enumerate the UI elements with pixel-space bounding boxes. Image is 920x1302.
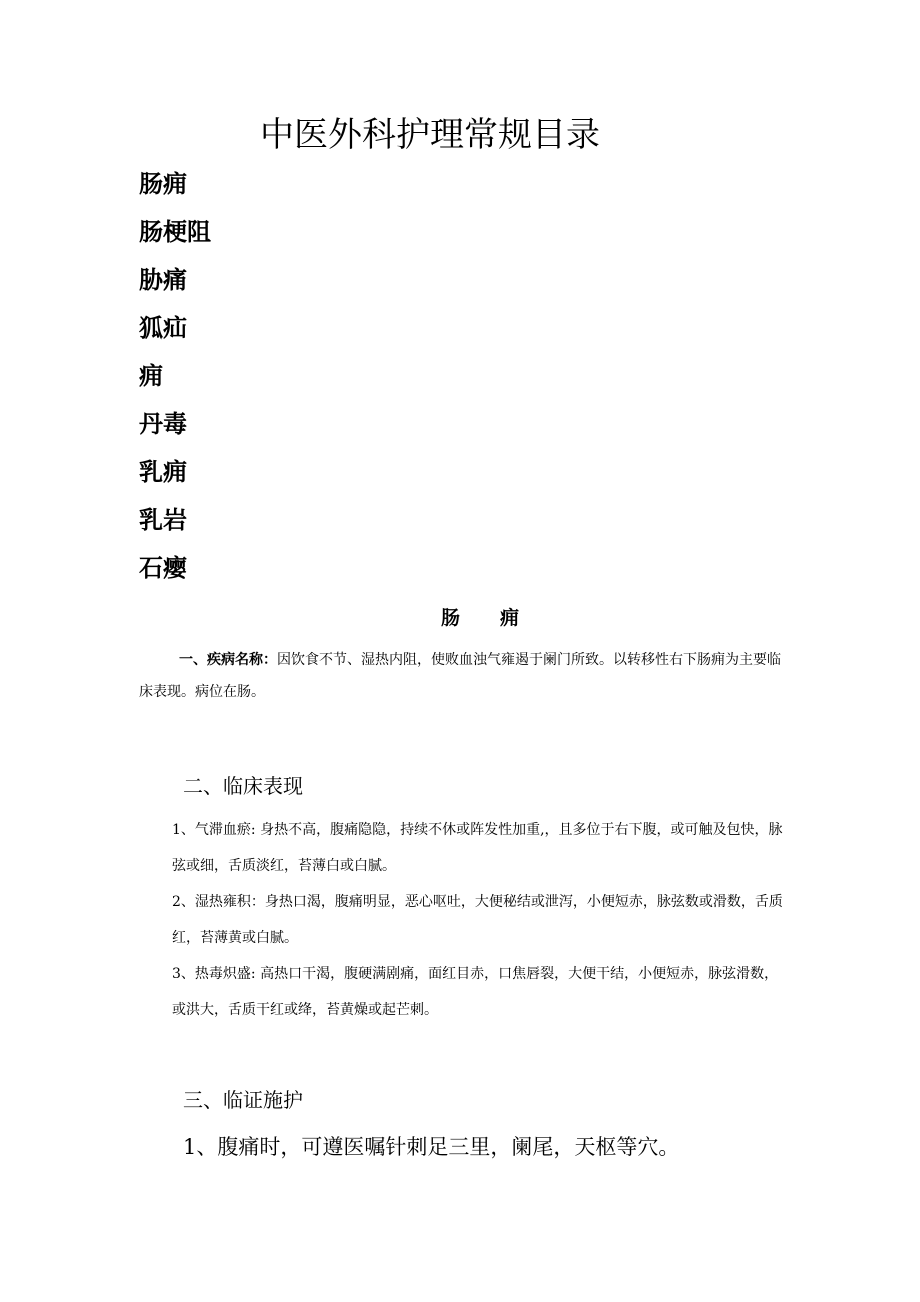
- toc-item: 痈: [139, 362, 163, 390]
- definition-text: 因饮食不节、湿热内阻，使败血浊气雍遏于阑门所致。以转移性右下肠痈为主要临床表现。病位在肠。: [139, 652, 781, 700]
- clinical-item: 3、热毒炽盛: 高热口干渴，腹硬满剧痛，面红目赤，口焦唇裂，大便干结，小便短赤，脉弦滑数，或洪大，舌质干红或绛，苔黄燥或起芒刺。: [172, 966, 779, 1018]
- toc-item: 肠梗阻: [139, 218, 211, 246]
- document-title: 中医外科护理常规目录: [260, 115, 600, 155]
- table-of-contents: [139, 164, 211, 596]
- clinical-list: [172, 812, 788, 1028]
- toc-item: 乳痈: [139, 458, 187, 486]
- toc-item: 肠痈: [139, 170, 187, 198]
- toc-item: 狐疝: [139, 314, 187, 342]
- toc-item: 胁痛: [139, 266, 187, 294]
- section-title: [0, 604, 920, 632]
- section-title-part-2: 痈: [500, 607, 520, 629]
- toc-item: 乳岩: [139, 506, 187, 534]
- care-item: 1、腹痛时，可遵医嘱针刺足三里，阑尾，天枢等穴。: [183, 1135, 680, 1159]
- disease-definition: [139, 644, 787, 708]
- toc-item: 石瘿: [139, 554, 187, 582]
- toc-item: 丹毒: [139, 410, 187, 438]
- definition-label: 一、疾病名称：: [179, 652, 277, 668]
- section-title-part-1: 肠: [440, 607, 460, 629]
- care-heading: 三、临证施护: [183, 1088, 303, 1112]
- clinical-heading: 二、临床表现: [183, 774, 303, 798]
- clinical-item: 2、湿热雍积：身热口渴，腹痛明显，恶心呕吐，大便秘结或泄泻，小便短赤，脉弦数或滑数，舌质红，苔薄黄或白腻。: [172, 894, 783, 946]
- clinical-item: 1、气滞血瘀: 身热不高，腹痛隐隐，持续不休或阵发性加重,，且多位于右下腹，或可触及包快，脉弦或细，舌质淡红，苔薄白或白腻。: [172, 822, 783, 874]
